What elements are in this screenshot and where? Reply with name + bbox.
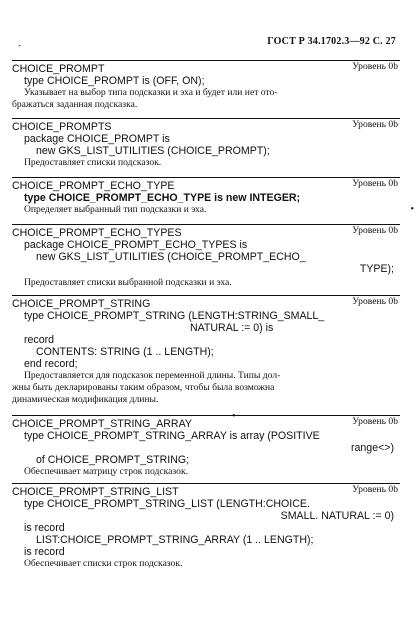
bullet-mark: • xyxy=(410,204,414,215)
entry-title: CHOICE_PROMPT_STRING_ARRAY xyxy=(12,418,192,430)
code-line: package CHOICE_PROMPT is xyxy=(24,133,170,145)
code-line: new GKS_LIST_UTILITIES (CHOICE_PROMPT); xyxy=(36,145,270,157)
entry-choice-prompt-echo-type xyxy=(12,177,414,216)
entry-title: CHOICE_PROMPT_STRING_LIST xyxy=(12,486,179,498)
code-line: type CHOICE_PROMPT_ECHO_TYPE is new INTEGER; xyxy=(24,192,301,204)
entry-level: Уровень 0b xyxy=(352,61,398,72)
code-line: range<>) xyxy=(351,442,394,454)
description-line: Предоставляет списки подсказок. xyxy=(24,157,162,168)
description-line: Обеспечивает матрицу строк подсказок. xyxy=(24,466,189,477)
code-line: TYPE); xyxy=(359,263,394,275)
entry-title: CHOICE_PROMPT_STRING xyxy=(12,298,151,310)
entry-level: Уровень 0b xyxy=(352,119,398,130)
entry-level: Уровень 0b xyxy=(352,484,398,495)
code-line: new GKS_LIST_UTILITIES (CHOICE_PROMPT_ECHO_ xyxy=(36,251,306,263)
entry-choice-prompts xyxy=(12,118,400,169)
code-line: SMALL. NATURAL := 0) xyxy=(280,510,394,522)
description-line: динамическая модификация длины. xyxy=(12,394,159,405)
entry-title: CHOICE_PROMPT xyxy=(12,63,105,75)
code-line: is record xyxy=(24,546,65,558)
corner-mark: ˏ xyxy=(18,36,22,47)
description-line: жны быть декларированы таким образом, чтобы была возможна xyxy=(12,382,275,393)
margin-mark: • xyxy=(232,411,236,422)
code-line: type CHOICE_PROMPT_STRING_LIST (LENGTH:CHOICE. xyxy=(24,498,310,510)
code-line: type CHOICE_PROMPT_STRING (LENGTH:STRING_SMALL_ xyxy=(24,310,325,322)
code-line: end record; xyxy=(24,358,78,370)
description-line: Предоставляет списки выбранной подсказки и эха. xyxy=(24,277,232,288)
entry-title: CHOICE_PROMPT_ECHO_TYPE xyxy=(12,180,175,192)
code-line: NATURAL := 0) is xyxy=(190,322,274,334)
code-line: is record xyxy=(24,522,65,534)
entry-choice-prompt xyxy=(12,60,400,111)
entry-choice-prompt-string xyxy=(12,295,400,406)
entry-level: Уровень 0b xyxy=(352,178,398,189)
entry-level: Уровень 0b xyxy=(352,296,398,307)
description-line: бражаться заданная подсказка. xyxy=(12,99,138,110)
code-line: package CHOICE_PROMPT_ECHO_TYPES is xyxy=(24,239,248,251)
entry-title: CHOICE_PROMPT_ECHO_TYPES xyxy=(12,227,182,239)
description-line: Предоставляется для подсказок переменной длины. Типы дол- xyxy=(24,370,281,381)
page-header xyxy=(14,36,396,50)
entry-choice-prompt-echo-types xyxy=(12,224,400,289)
code-line: CONTENTS: STRING (1 .. LENGTH); xyxy=(36,346,214,358)
code-line: type CHOICE_PROMPT is (OFF, ON); xyxy=(24,75,205,87)
entry-title: CHOICE_PROMPTS xyxy=(12,121,112,133)
description-line: Обеспечивает списки строк подсказок. xyxy=(24,558,183,569)
entry-choice-prompt-string-list xyxy=(12,483,400,570)
entry-level: Уровень 0b xyxy=(352,416,398,427)
entry-choice-prompt-string-array xyxy=(12,415,400,478)
code-line: record xyxy=(24,334,55,346)
code-line: of CHOICE_PROMPT_STRING; xyxy=(36,454,190,466)
code-line: type CHOICE_PROMPT_STRING_ARRAY is array (POSITIVE xyxy=(24,430,320,442)
code-line: LIST:CHOICE_PROMPT_STRING_ARRAY (1 .. LENGTH); xyxy=(36,534,314,546)
standard-and-page-number: ГОСТ Р 34.1702.3—92 С. 27 xyxy=(267,36,396,47)
description-line: Указывает на выбор типа подсказки и эха и будет или нет ото- xyxy=(24,87,278,98)
description-line: Определяет выбранный тип подсказки и эха. • xyxy=(24,204,414,215)
entry-level: Уровень 0b xyxy=(352,225,398,236)
